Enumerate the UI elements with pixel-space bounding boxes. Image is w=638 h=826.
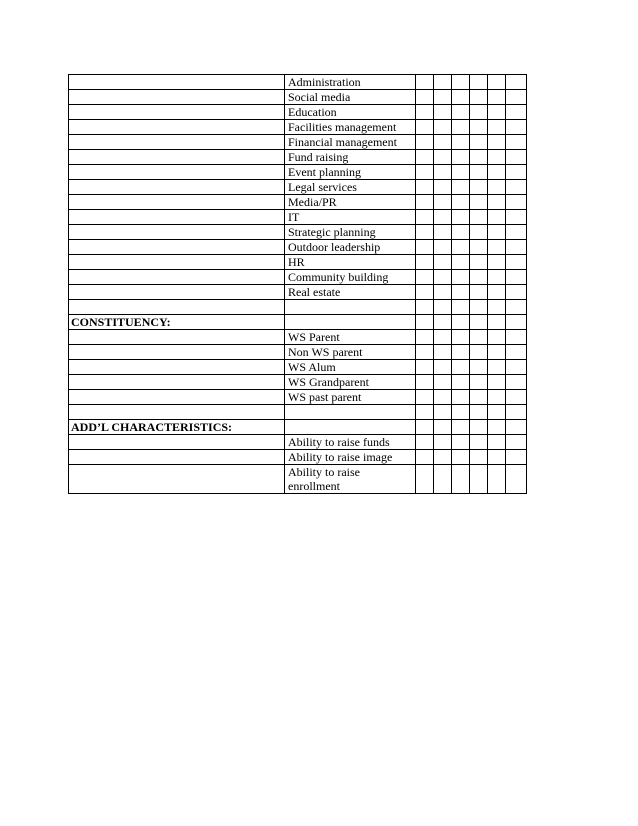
check-cell[interactable] (452, 120, 470, 135)
check-cell[interactable] (434, 255, 452, 270)
check-cell[interactable] (470, 210, 488, 225)
table-row (69, 315, 527, 330)
check-cell[interactable] (470, 165, 488, 180)
check-cell[interactable] (488, 135, 506, 150)
item-label: Education (285, 105, 416, 120)
table-row (69, 75, 527, 90)
check-cell[interactable] (506, 345, 527, 360)
item-label: Media/PR (285, 195, 416, 210)
table-row (69, 405, 527, 420)
section-cell (69, 195, 285, 210)
check-cell[interactable] (488, 300, 506, 315)
check-cell[interactable] (506, 405, 527, 420)
item-label: Ability to raise enrollment (285, 465, 416, 494)
item-label: Real estate (285, 285, 416, 300)
check-cell[interactable] (506, 255, 527, 270)
check-cell[interactable] (416, 405, 434, 420)
skills-checklist-table (68, 74, 527, 494)
check-cell[interactable] (452, 300, 470, 315)
check-cell[interactable] (470, 90, 488, 105)
check-cell[interactable] (416, 180, 434, 195)
table-row (69, 285, 527, 300)
check-cell[interactable] (470, 285, 488, 300)
check-cell[interactable] (506, 180, 527, 195)
item-label: Outdoor leadership (285, 240, 416, 255)
check-cell[interactable] (470, 270, 488, 285)
item-label: Fund raising (285, 150, 416, 165)
check-cell[interactable] (416, 225, 434, 240)
check-cell[interactable] (506, 240, 527, 255)
check-cell[interactable] (488, 465, 506, 494)
check-cell[interactable] (452, 420, 470, 435)
check-cell[interactable] (506, 225, 527, 240)
check-cell[interactable] (452, 375, 470, 390)
item-label: Financial management (285, 135, 416, 150)
check-cell[interactable] (470, 225, 488, 240)
check-cell[interactable] (506, 150, 527, 165)
section-cell (69, 165, 285, 180)
check-cell[interactable] (452, 135, 470, 150)
table-row (69, 390, 527, 405)
check-cell[interactable] (452, 285, 470, 300)
check-cell[interactable] (506, 120, 527, 135)
check-cell[interactable] (452, 450, 470, 465)
check-cell[interactable] (434, 435, 452, 450)
check-cell[interactable] (506, 270, 527, 285)
check-cell[interactable] (452, 255, 470, 270)
item-label: Ability to raise funds (285, 435, 416, 450)
check-cell[interactable] (506, 360, 527, 375)
section-cell (69, 300, 285, 315)
check-cell[interactable] (470, 450, 488, 465)
check-cell[interactable] (488, 180, 506, 195)
check-cell[interactable] (416, 165, 434, 180)
check-cell[interactable] (488, 450, 506, 465)
check-cell[interactable] (470, 255, 488, 270)
item-label: WS Grandparent (285, 375, 416, 390)
check-cell[interactable] (452, 345, 470, 360)
check-cell[interactable] (416, 315, 434, 330)
check-cell[interactable] (506, 450, 527, 465)
check-cell[interactable] (488, 420, 506, 435)
check-cell[interactable] (470, 360, 488, 375)
check-cell[interactable] (434, 135, 452, 150)
check-cell[interactable] (416, 435, 434, 450)
check-cell[interactable] (416, 255, 434, 270)
section-cell (69, 240, 285, 255)
check-cell[interactable] (506, 435, 527, 450)
check-cell[interactable] (470, 135, 488, 150)
check-cell[interactable] (506, 285, 527, 300)
check-cell[interactable] (434, 225, 452, 240)
check-cell[interactable] (506, 210, 527, 225)
check-cell[interactable] (452, 210, 470, 225)
check-cell[interactable] (470, 300, 488, 315)
check-cell[interactable] (434, 390, 452, 405)
item-label (285, 405, 416, 420)
item-label (285, 300, 416, 315)
item-label: HR (285, 255, 416, 270)
check-cell[interactable] (434, 465, 452, 494)
check-cell[interactable] (506, 135, 527, 150)
table-row (69, 465, 527, 494)
check-cell[interactable] (488, 240, 506, 255)
item-label: Facilities management (285, 120, 416, 135)
check-cell[interactable] (488, 360, 506, 375)
table-row (69, 135, 527, 150)
table-row (69, 105, 527, 120)
check-cell[interactable] (506, 420, 527, 435)
check-cell[interactable] (452, 195, 470, 210)
table-row (69, 255, 527, 270)
check-cell[interactable] (506, 165, 527, 180)
table-row (69, 330, 527, 345)
check-cell[interactable] (434, 405, 452, 420)
check-cell[interactable] (506, 330, 527, 345)
check-cell[interactable] (452, 435, 470, 450)
section-cell (69, 330, 285, 345)
check-cell[interactable] (506, 390, 527, 405)
section-cell (69, 435, 285, 450)
check-cell[interactable] (416, 120, 434, 135)
section-cell (69, 375, 285, 390)
check-cell[interactable] (452, 150, 470, 165)
check-cell[interactable] (434, 120, 452, 135)
section-cell (69, 345, 285, 360)
check-cell[interactable] (434, 75, 452, 90)
check-cell[interactable] (416, 195, 434, 210)
check-cell[interactable] (470, 420, 488, 435)
check-cell[interactable] (452, 390, 470, 405)
check-cell[interactable] (452, 180, 470, 195)
section-cell (69, 285, 285, 300)
check-cell[interactable] (416, 90, 434, 105)
check-cell[interactable] (434, 330, 452, 345)
section-cell (69, 135, 285, 150)
table-row (69, 420, 527, 435)
section-heading: CONSTITUENCY: (69, 315, 285, 330)
check-cell[interactable] (416, 135, 434, 150)
item-label: IT (285, 210, 416, 225)
check-cell[interactable] (452, 225, 470, 240)
check-cell[interactable] (506, 300, 527, 315)
check-cell[interactable] (470, 180, 488, 195)
check-cell[interactable] (416, 450, 434, 465)
table-row (69, 195, 527, 210)
check-cell[interactable] (452, 90, 470, 105)
table-row (69, 150, 527, 165)
table-row (69, 180, 527, 195)
check-cell[interactable] (434, 195, 452, 210)
check-cell[interactable] (416, 360, 434, 375)
item-label (285, 315, 416, 330)
check-cell[interactable] (416, 345, 434, 360)
check-cell[interactable] (416, 390, 434, 405)
check-cell[interactable] (416, 300, 434, 315)
check-cell[interactable] (452, 315, 470, 330)
table-row (69, 225, 527, 240)
section-cell (69, 255, 285, 270)
check-cell[interactable] (470, 345, 488, 360)
check-cell[interactable] (452, 465, 470, 494)
check-cell[interactable] (452, 240, 470, 255)
check-cell[interactable] (470, 315, 488, 330)
check-cell[interactable] (488, 150, 506, 165)
table-row (69, 435, 527, 450)
check-cell[interactable] (434, 345, 452, 360)
check-cell[interactable] (470, 195, 488, 210)
check-cell[interactable] (506, 375, 527, 390)
section-cell (69, 450, 285, 465)
check-cell[interactable] (488, 405, 506, 420)
check-cell[interactable] (488, 75, 506, 90)
check-cell[interactable] (488, 270, 506, 285)
check-cell[interactable] (416, 210, 434, 225)
item-label (285, 420, 416, 435)
check-cell[interactable] (434, 180, 452, 195)
check-cell[interactable] (470, 330, 488, 345)
check-cell[interactable] (488, 390, 506, 405)
check-cell[interactable] (434, 285, 452, 300)
item-label: WS past parent (285, 390, 416, 405)
check-cell[interactable] (488, 255, 506, 270)
check-cell[interactable] (470, 375, 488, 390)
check-cell[interactable] (434, 315, 452, 330)
check-cell[interactable] (416, 285, 434, 300)
table-row (69, 210, 527, 225)
section-cell (69, 210, 285, 225)
section-cell (69, 150, 285, 165)
check-cell[interactable] (470, 75, 488, 90)
item-label: Strategic planning (285, 225, 416, 240)
check-cell[interactable] (470, 390, 488, 405)
section-cell (69, 360, 285, 375)
item-label: Non WS parent (285, 345, 416, 360)
check-cell[interactable] (488, 345, 506, 360)
check-cell[interactable] (434, 375, 452, 390)
check-cell[interactable] (434, 90, 452, 105)
table-row (69, 300, 527, 315)
section-cell (69, 105, 285, 120)
check-cell[interactable] (488, 120, 506, 135)
table-row (69, 345, 527, 360)
check-cell[interactable] (416, 240, 434, 255)
check-cell[interactable] (434, 450, 452, 465)
table-row (69, 450, 527, 465)
check-cell[interactable] (434, 210, 452, 225)
item-label: Ability to raise image (285, 450, 416, 465)
section-cell (69, 390, 285, 405)
table-row (69, 270, 527, 285)
check-cell[interactable] (452, 405, 470, 420)
check-cell[interactable] (470, 465, 488, 494)
check-cell[interactable] (488, 435, 506, 450)
check-cell[interactable] (416, 75, 434, 90)
check-cell[interactable] (470, 405, 488, 420)
section-cell (69, 120, 285, 135)
check-cell[interactable] (452, 75, 470, 90)
table-row (69, 165, 527, 180)
section-cell (69, 90, 285, 105)
table-row (69, 240, 527, 255)
check-cell[interactable] (470, 150, 488, 165)
check-cell[interactable] (434, 270, 452, 285)
check-cell[interactable] (416, 465, 434, 494)
check-cell[interactable] (506, 90, 527, 105)
check-cell[interactable] (488, 315, 506, 330)
item-label: Administration (285, 75, 416, 90)
table-row (69, 90, 527, 105)
section-cell (69, 225, 285, 240)
item-label: Social media (285, 90, 416, 105)
check-cell[interactable] (416, 105, 434, 120)
check-cell[interactable] (506, 75, 527, 90)
check-cell[interactable] (506, 105, 527, 120)
check-cell[interactable] (488, 90, 506, 105)
check-cell[interactable] (434, 420, 452, 435)
table-row (69, 360, 527, 375)
item-label: WS Alum (285, 360, 416, 375)
check-cell[interactable] (416, 330, 434, 345)
item-label: Event planning (285, 165, 416, 180)
check-cell[interactable] (416, 375, 434, 390)
check-cell[interactable] (470, 240, 488, 255)
check-cell[interactable] (488, 225, 506, 240)
check-cell[interactable] (434, 105, 452, 120)
check-cell[interactable] (488, 330, 506, 345)
check-cell[interactable] (452, 330, 470, 345)
section-cell (69, 405, 285, 420)
check-cell[interactable] (434, 150, 452, 165)
check-cell[interactable] (452, 105, 470, 120)
check-cell[interactable] (506, 195, 527, 210)
section-cell (69, 465, 285, 494)
item-label: WS Parent (285, 330, 416, 345)
section-heading: ADD’L CHARACTERISTICS: (69, 420, 285, 435)
check-cell[interactable] (452, 270, 470, 285)
check-cell[interactable] (434, 360, 452, 375)
check-cell[interactable] (488, 165, 506, 180)
section-cell (69, 180, 285, 195)
check-cell[interactable] (416, 150, 434, 165)
check-cell[interactable] (488, 210, 506, 225)
check-cell[interactable] (452, 360, 470, 375)
check-cell[interactable] (470, 435, 488, 450)
check-cell[interactable] (488, 195, 506, 210)
item-label: Legal services (285, 180, 416, 195)
check-cell[interactable] (488, 105, 506, 120)
check-cell[interactable] (416, 420, 434, 435)
check-cell[interactable] (488, 375, 506, 390)
item-label: Community building (285, 270, 416, 285)
check-cell[interactable] (506, 315, 527, 330)
table-row (69, 120, 527, 135)
section-cell (69, 75, 285, 90)
check-cell[interactable] (452, 165, 470, 180)
check-cell[interactable] (416, 270, 434, 285)
table-row (69, 375, 527, 390)
check-cell[interactable] (434, 165, 452, 180)
check-cell[interactable] (434, 240, 452, 255)
check-cell[interactable] (470, 105, 488, 120)
check-cell[interactable] (470, 120, 488, 135)
section-cell (69, 270, 285, 285)
check-cell[interactable] (488, 285, 506, 300)
check-cell[interactable] (434, 300, 452, 315)
check-cell[interactable] (506, 465, 527, 494)
